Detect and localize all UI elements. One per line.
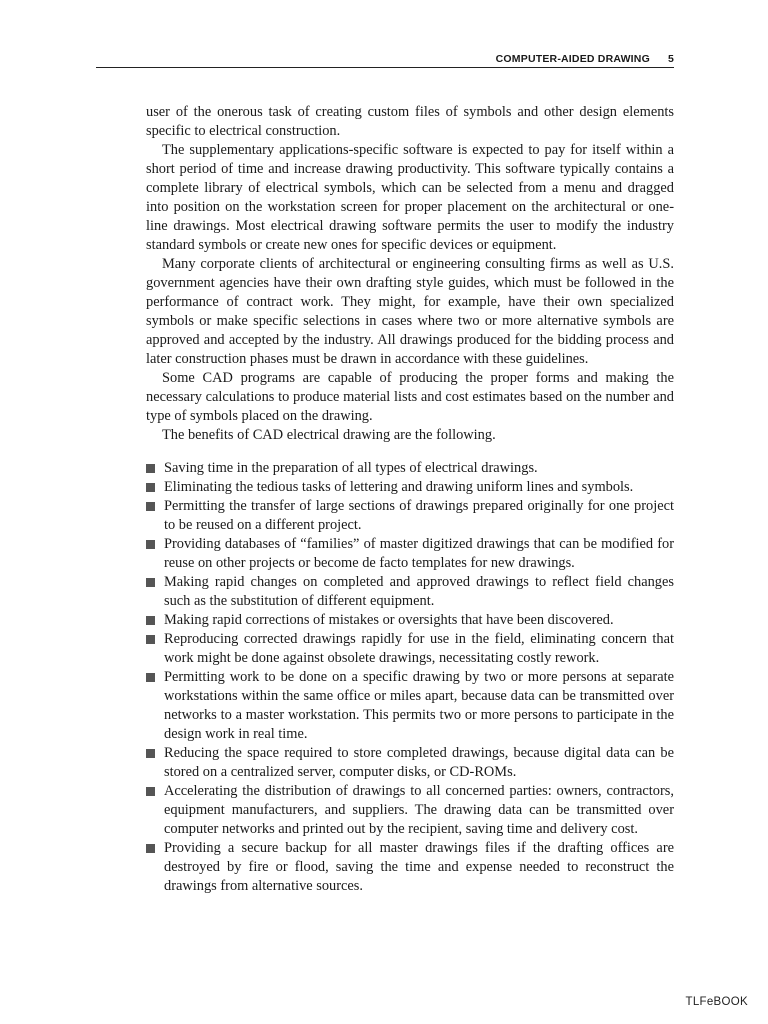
paragraph: user of the onerous task of creating custom files of symbols and other design elements specific to electrical construction. bbox=[146, 104, 674, 139]
list-item bbox=[146, 535, 674, 573]
list-item-text: Accelerating the distribution of drawings to all concerned parties: owners, contractors, equipment manufacturers, and suppliers. The drawing data can be transmitted over computer networks and printed out by the recipient, saving time and delivery cost. bbox=[164, 783, 674, 837]
square-bullet-icon bbox=[146, 540, 155, 549]
list-item-text: Eliminating the tedious tasks of lettering and drawing uniform lines and symbols. bbox=[164, 479, 634, 495]
list-item-text: Saving time in the preparation of all types of electrical drawings. bbox=[164, 460, 538, 476]
running-header bbox=[96, 51, 674, 68]
square-bullet-icon bbox=[146, 464, 155, 473]
list-item-text: Permitting work to be done on a specific drawing by two or more persons at separate workstations within the same office or miles apart, because data can be transmitted over networks to a master workstation. This permits two or more persons to participate in the design work in real time. bbox=[164, 669, 674, 742]
list-item-text: Providing a secure backup for all master drawings files if the drafting offices are destroyed by fire or flood, saving the time and expense needed to reconstruct the drawings from alternative sources. bbox=[164, 840, 674, 894]
list-item-text: Making rapid corrections of mistakes or oversights that have been discovered. bbox=[164, 612, 614, 628]
body-text bbox=[146, 103, 674, 896]
square-bullet-icon bbox=[146, 787, 155, 796]
square-bullet-icon bbox=[146, 749, 155, 758]
paragraph: The supplementary applications-specific software is expected to pay for itself within a short period of time and increase drawing productivity. This software typically contains a complete library of electrical symbols, which can be selected from a menu and dragged into position on the workstation screen for proper placement on the architectural or one-line drawings. Most electrical drawing software permits the user to modify the industry standard symbols or create new ones for specific devices or equipment. bbox=[146, 142, 674, 253]
list-item bbox=[146, 478, 674, 497]
square-bullet-icon bbox=[146, 578, 155, 587]
square-bullet-icon bbox=[146, 635, 155, 644]
paragraph: Many corporate clients of architectural or engineering consulting firms as well as U.S. government agencies have their own drafting style guides, which must be followed in the performance of contract work. They might, for example, have their own specialized symbols or make specific selections in cases where two or more alternative symbols are approved and accepted by the industry. All drawings produced for the bidding process and later construction phases must be drawn in accordance with these guidelines. bbox=[146, 256, 674, 367]
square-bullet-icon bbox=[146, 673, 155, 682]
list-item bbox=[146, 459, 674, 478]
list-item bbox=[146, 744, 674, 782]
list-item-text: Reducing the space required to store completed drawings, because digital data can be stored on a centralized server, computer disks, or CD-ROMs. bbox=[164, 745, 674, 780]
list-item bbox=[146, 611, 674, 630]
page-number: 5 bbox=[667, 53, 674, 65]
list-item bbox=[146, 839, 674, 896]
list-item bbox=[146, 782, 674, 839]
list-item bbox=[146, 668, 674, 744]
footer-watermark: TLFeBOOK bbox=[685, 996, 748, 1008]
square-bullet-icon bbox=[146, 502, 155, 511]
square-bullet-icon bbox=[146, 844, 155, 853]
list-item bbox=[146, 497, 674, 535]
paragraph: Some CAD programs are capable of producing the proper forms and making the necessary calculations to produce material lists and cost estimates based on the number and type of symbols placed on the drawing. bbox=[146, 370, 674, 424]
square-bullet-icon bbox=[146, 616, 155, 625]
list-item-text: Providing databases of “families” of master digitized drawings that can be modified for reuse on other projects or become de facto templates for new drawings. bbox=[164, 536, 674, 571]
list-item bbox=[146, 630, 674, 668]
paragraph: The benefits of CAD electrical drawing are the following. bbox=[162, 427, 496, 443]
square-bullet-icon bbox=[146, 483, 155, 492]
list-item bbox=[146, 573, 674, 611]
running-header-title: COMPUTER-AIDED DRAWING bbox=[495, 53, 650, 65]
benefits-list bbox=[146, 459, 674, 896]
list-item-text: Making rapid changes on completed and approved drawings to reflect field changes such as the substitution of different equipment. bbox=[164, 574, 674, 609]
list-item-text: Permitting the transfer of large sections of drawings prepared originally for one project to be reused on a different project. bbox=[164, 498, 674, 533]
list-item-text: Reproducing corrected drawings rapidly for use in the field, eliminating concern that work might be done against obsolete drawings, necessitating costly rework. bbox=[164, 631, 674, 666]
